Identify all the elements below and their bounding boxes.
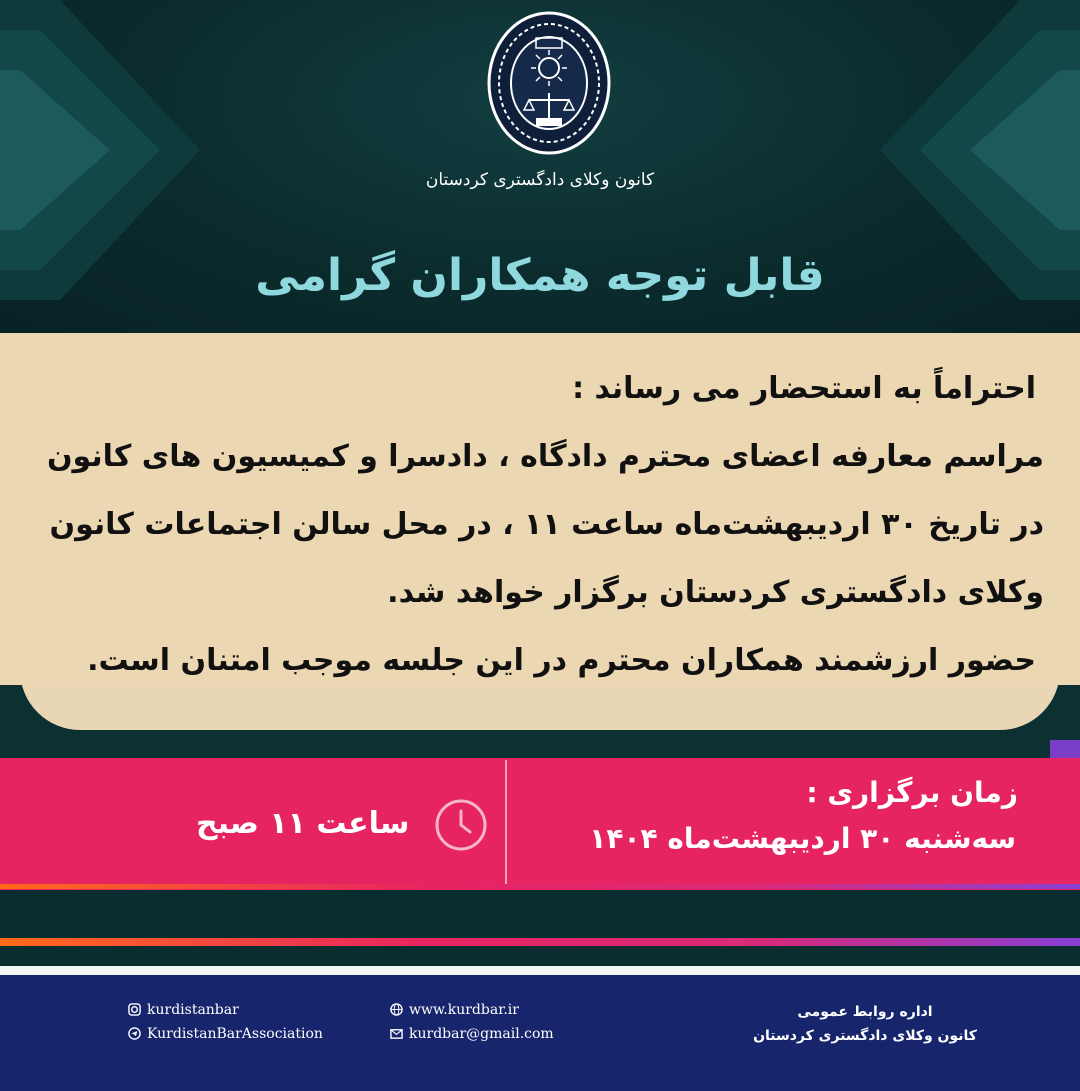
banner-divider (505, 760, 507, 885)
globe-icon (390, 1003, 403, 1016)
instagram-text: kurdistanbar (147, 1002, 239, 1018)
email-text: kurdbar@gmail.com (409, 1026, 554, 1042)
message-line: وکلای دادگستری کردستان برگزار خواهد شد. (387, 575, 1044, 610)
telegram-handle[interactable] (128, 1026, 323, 1042)
schedule-time: ساعت ۱۱ صبح (196, 806, 410, 841)
header-panel (0, 0, 1080, 340)
office-title: اداره روابط عمومی (797, 1004, 933, 1020)
clock-icon (432, 796, 490, 854)
message-line: احتراماً به استحضار می رساند : (572, 371, 1036, 406)
message-line: حضور ارزشمند همکاران محترم در این جلسه موجب امتنان است. (87, 643, 1036, 678)
lower-strip (0, 890, 1080, 968)
mail-icon (390, 1027, 403, 1040)
accent-line-bottom (0, 938, 1080, 946)
instagram-icon (128, 1003, 141, 1016)
corner-glow (1050, 740, 1080, 760)
instagram-handle[interactable] (128, 1002, 239, 1018)
telegram-text: KurdistanBarAssociation (147, 1026, 323, 1042)
message-line: مراسم معارفه اعضای محترم دادگاه ، دادسرا و کمیسیون های کانون (46, 439, 1044, 474)
bar-association-emblem-icon (484, 8, 614, 158)
website-text: www.kurdbar.ir (409, 1002, 519, 1018)
message-body (24, 355, 1044, 695)
page-title: قابل توجه همکاران گرامی (255, 250, 825, 301)
message-line: در تاریخ ۳۰ اردیبهشت‌ماه ساعت ۱۱ ، در محل سالن اجتماعات کانون (49, 507, 1044, 542)
email-link[interactable] (390, 1026, 554, 1042)
schedule-label: زمان برگزاری : (806, 776, 1018, 809)
website-link[interactable] (390, 1002, 519, 1018)
telegram-icon (128, 1027, 141, 1040)
logo-caption: کانون وکلای دادگستری کردستان (425, 170, 655, 190)
accent-line-top (0, 884, 1080, 889)
schedule-date: سه‌شنبه ۳۰ اردیبهشت‌ماه ۱۴۰۴ (589, 822, 1016, 855)
office-subtitle: کانون وکلای دادگستری کردستان (753, 1028, 977, 1044)
